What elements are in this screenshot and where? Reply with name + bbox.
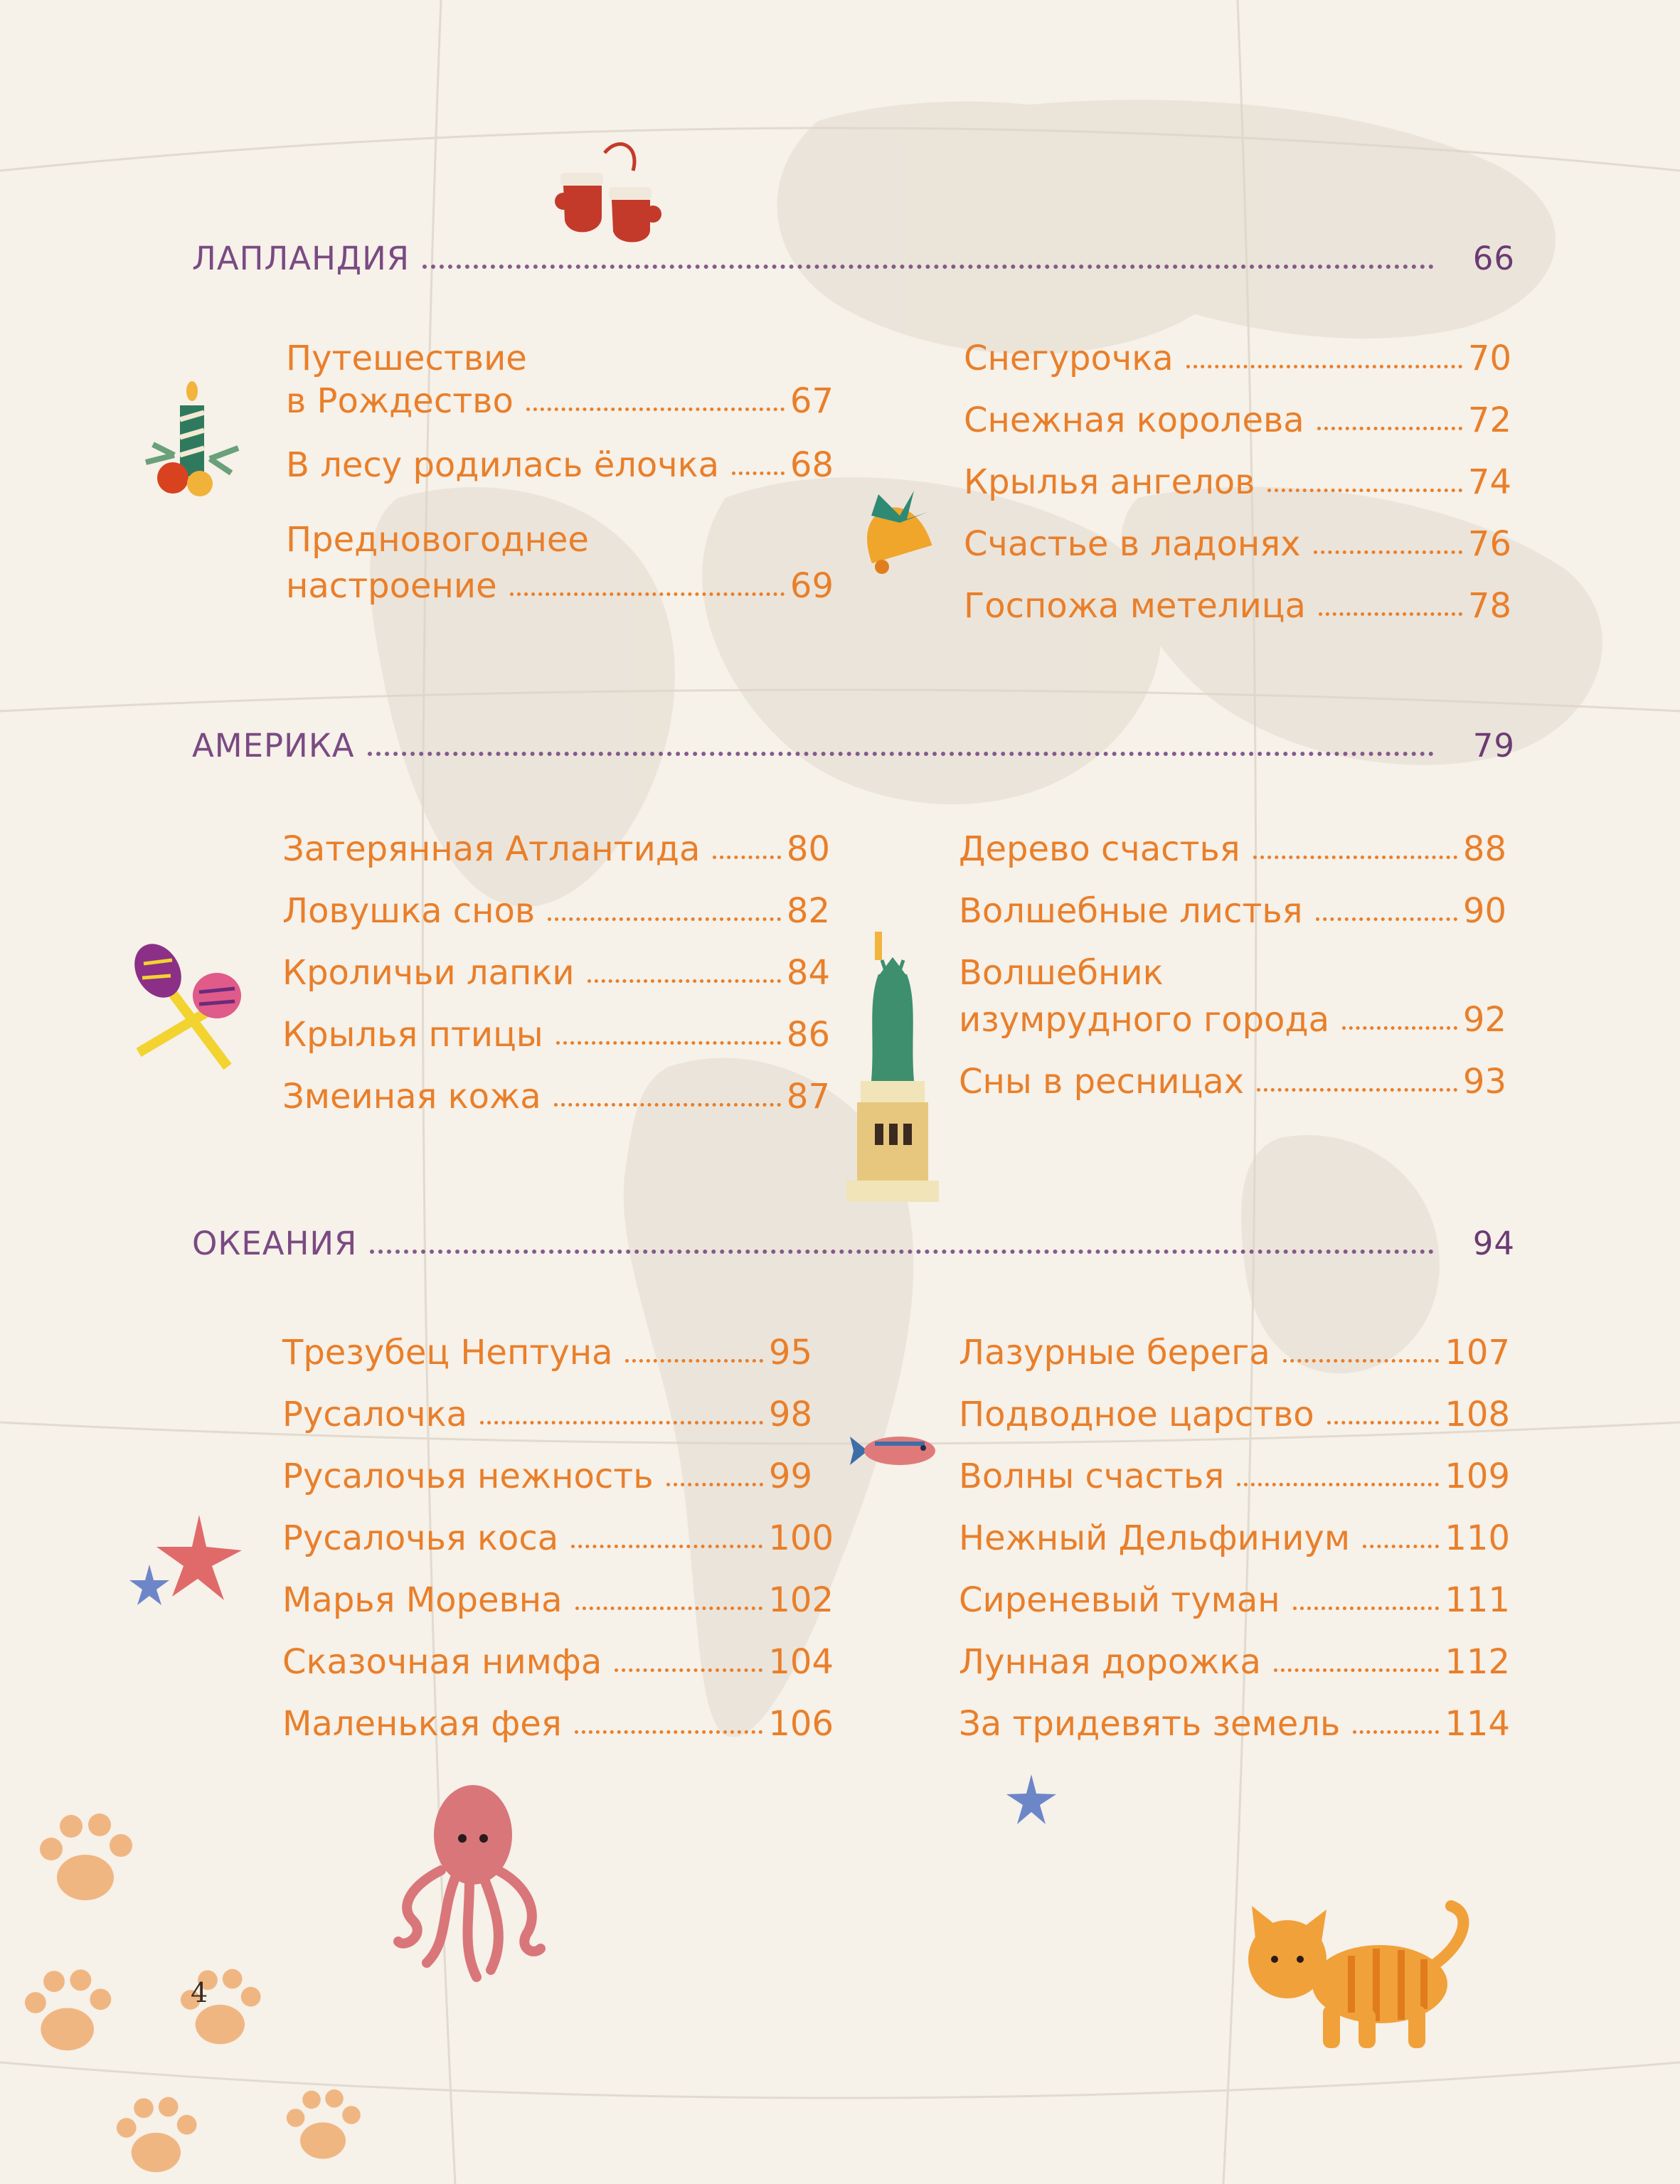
entry-title: Трезубец Нептуна <box>282 1333 613 1373</box>
entry-title-line1: Волшебник <box>959 953 1164 993</box>
leader-dots <box>1257 1088 1457 1092</box>
leader-dots <box>480 1421 763 1424</box>
entry-title: в Рождество <box>286 381 514 421</box>
entry-page: 95 <box>768 1333 812 1373</box>
leader-dots <box>1274 1668 1440 1672</box>
paw-print-icon <box>107 2091 199 2183</box>
toc-entry[interactable] <box>964 462 1511 502</box>
entry-title: Русалочья коса <box>282 1518 559 1558</box>
entry-page: 100 <box>768 1518 834 1558</box>
toc-entry[interactable] <box>959 1000 1506 1040</box>
toc-entry[interactable] <box>964 586 1511 626</box>
toc-entry[interactable] <box>286 445 834 485</box>
leader-dots <box>732 472 785 475</box>
toc-entry[interactable] <box>959 1456 1510 1496</box>
maracas-icon <box>128 939 256 1074</box>
leader-dots <box>1253 856 1457 859</box>
leader-dots <box>1319 612 1462 616</box>
section-page: 66 <box>1472 240 1515 277</box>
entry-page: 84 <box>786 953 830 993</box>
leader-dots <box>1363 1545 1439 1548</box>
leader-dots <box>554 1103 781 1107</box>
entry-title: Сказочная нимфа <box>282 1642 602 1682</box>
paw-print-icon <box>171 1963 263 2055</box>
leader-dots <box>575 1607 763 1610</box>
page-number: 4 <box>191 1977 208 2008</box>
entry-page: 107 <box>1445 1333 1510 1373</box>
leader-dots <box>615 1668 762 1672</box>
toc-entry[interactable] <box>959 1704 1510 1744</box>
toc-entry[interactable] <box>964 339 1511 378</box>
entry-title: Снежная королева <box>964 400 1304 440</box>
leader-dots <box>1314 550 1462 554</box>
toc-entry[interactable] <box>282 891 830 931</box>
section-title: ОКЕАНИЯ <box>192 1225 358 1262</box>
toc-entry[interactable] <box>959 891 1506 931</box>
cat-icon <box>1238 1899 1479 2062</box>
starfish-icon <box>1003 1771 1060 1828</box>
toc-entry[interactable] <box>282 1456 812 1496</box>
section-page: 79 <box>1472 727 1515 765</box>
entry-page: 99 <box>768 1456 812 1496</box>
toc-entry[interactable] <box>282 1077 830 1117</box>
leader-dots <box>1283 1359 1440 1363</box>
entry-title: Нежный Дельфиниум <box>959 1518 1351 1558</box>
toc-entry[interactable] <box>964 524 1511 564</box>
toc-entry[interactable] <box>286 381 834 421</box>
entry-page: 68 <box>790 445 834 485</box>
leader-dots <box>510 592 785 596</box>
leader-dots <box>1342 1026 1457 1030</box>
entry-page: 80 <box>786 829 830 869</box>
entry-title: Лазурные берега <box>959 1333 1270 1373</box>
toc-entry[interactable] <box>282 1518 834 1558</box>
section-title: АМЕРИКА <box>192 727 355 765</box>
entry-page: 86 <box>786 1015 830 1055</box>
paw-print-icon <box>28 1806 135 1913</box>
leader-dots <box>666 1483 763 1486</box>
toc-entry[interactable] <box>959 1642 1510 1682</box>
starfish-icon <box>121 1508 256 1621</box>
entry-title: Затерянная Атлантида <box>282 829 701 869</box>
entry-title: Кроличьи лапки <box>282 953 575 993</box>
entry-title: Сиреневый туман <box>959 1580 1280 1620</box>
toc-entry[interactable] <box>959 1518 1510 1558</box>
section-heading-america[interactable] <box>192 722 1515 765</box>
toc-entry[interactable] <box>286 566 834 606</box>
toc-entry[interactable] <box>282 1642 834 1682</box>
toc-entry[interactable] <box>282 1015 830 1055</box>
leader-dots <box>588 979 781 983</box>
leader-dots <box>1237 1483 1439 1486</box>
entry-title: Подводное царство <box>959 1395 1314 1434</box>
leader-dots <box>526 407 785 411</box>
toc-entry[interactable] <box>282 1704 834 1744</box>
entry-title: Волны счастья <box>959 1456 1225 1496</box>
entry-title: настроение <box>286 566 497 606</box>
leader-dots <box>548 917 781 921</box>
leader-dots <box>625 1359 762 1363</box>
entry-title: Русалочья нежность <box>282 1456 654 1496</box>
toc-entry[interactable] <box>959 1062 1506 1102</box>
entry-title-line1: Предновогоднее <box>286 520 589 560</box>
leader-dots <box>556 1041 781 1045</box>
bell-icon <box>850 487 935 580</box>
section-title: ЛАПЛАНДИЯ <box>192 240 410 277</box>
toc-entry[interactable] <box>959 829 1506 869</box>
paw-print-icon <box>277 2084 363 2169</box>
entry-page: 90 <box>1462 891 1506 931</box>
entry-page: 87 <box>786 1077 830 1117</box>
leader-dots <box>1186 365 1462 368</box>
section-heading-lapland[interactable] <box>192 235 1515 277</box>
entry-title: Маленькая фея <box>282 1704 562 1744</box>
statue-of-liberty-icon <box>839 932 946 1202</box>
leader-dots <box>1293 1607 1440 1610</box>
entry-page: 69 <box>790 566 834 606</box>
entry-title-line1: Путешествие <box>286 339 527 378</box>
leader-dots <box>1267 489 1462 492</box>
entry-title: изумрудного города <box>959 1000 1330 1040</box>
leader-dots <box>1316 917 1457 921</box>
entry-title: Змеиная кожа <box>282 1077 541 1117</box>
entry-page: 92 <box>1462 1000 1506 1040</box>
entry-page: 70 <box>1467 339 1511 378</box>
toc-entry[interactable] <box>282 953 830 993</box>
toc-entry[interactable] <box>282 1333 812 1373</box>
entry-page: 111 <box>1445 1580 1510 1620</box>
entry-page: 93 <box>1462 1062 1506 1102</box>
leader-dots <box>575 1730 763 1734</box>
entry-title: Марья Моревна <box>282 1580 563 1620</box>
leader-dots <box>1317 427 1462 430</box>
toc-entry[interactable] <box>282 829 830 869</box>
entry-page: 109 <box>1445 1456 1510 1496</box>
entry-page: 78 <box>1467 586 1511 626</box>
candle-icon <box>132 377 252 505</box>
toc-entry[interactable] <box>282 1397 812 1432</box>
entry-page: 108 <box>1445 1395 1510 1434</box>
entry-title: Ловушка снов <box>282 891 536 931</box>
entry-title: Счастье в ладонях <box>964 524 1301 564</box>
leader-dots <box>422 265 1434 269</box>
toc-entry[interactable] <box>964 400 1511 440</box>
entry-page: 112 <box>1445 1642 1510 1682</box>
entry-page: 110 <box>1445 1518 1510 1558</box>
entry-page: 106 <box>768 1704 834 1744</box>
entry-title: Снегурочка <box>964 339 1174 378</box>
toc-entry[interactable] <box>959 1333 1510 1373</box>
entry-page: 82 <box>786 891 830 931</box>
entry-title: Волшебные листья <box>959 891 1303 931</box>
leader-dots <box>1327 1421 1440 1424</box>
entry-page: 76 <box>1467 524 1511 564</box>
entry-title: Лунная дорожка <box>959 1642 1261 1682</box>
leader-dots <box>370 1250 1433 1254</box>
octopus-icon <box>384 1778 555 1991</box>
entry-title: В лесу родилась ёлочка <box>286 445 720 485</box>
entry-title: Крылья птицы <box>282 1015 543 1055</box>
leader-dots <box>571 1545 762 1548</box>
entry-page: 114 <box>1445 1704 1510 1744</box>
fish-icon <box>846 1429 939 1472</box>
toc-entry[interactable] <box>959 1580 1510 1620</box>
entry-title: Госпожа метелица <box>964 586 1306 626</box>
toc-entry[interactable] <box>282 1580 834 1620</box>
section-heading-oceania[interactable] <box>192 1220 1515 1262</box>
leader-dots <box>713 856 781 859</box>
entry-page: 104 <box>768 1642 834 1682</box>
leader-dots <box>1353 1730 1439 1734</box>
toc-entry[interactable] <box>959 1397 1510 1432</box>
entry-page: 67 <box>790 381 834 421</box>
entry-title: Крылья ангелов <box>964 462 1255 502</box>
entry-title: Дерево счастья <box>959 829 1240 869</box>
entry-title: Русалочка <box>282 1395 467 1434</box>
entry-page: 74 <box>1467 462 1511 502</box>
entry-page: 72 <box>1467 400 1511 440</box>
mittens-icon <box>555 139 661 245</box>
entry-title: Сны в ресницах <box>959 1062 1245 1102</box>
entry-title: За тридевять земель <box>959 1704 1341 1744</box>
section-page: 94 <box>1472 1225 1515 1262</box>
entry-page: 88 <box>1462 829 1506 869</box>
entry-page: 102 <box>768 1580 834 1620</box>
paw-print-icon <box>14 1963 114 2062</box>
leader-dots <box>368 752 1434 756</box>
entry-page: 98 <box>768 1395 812 1434</box>
